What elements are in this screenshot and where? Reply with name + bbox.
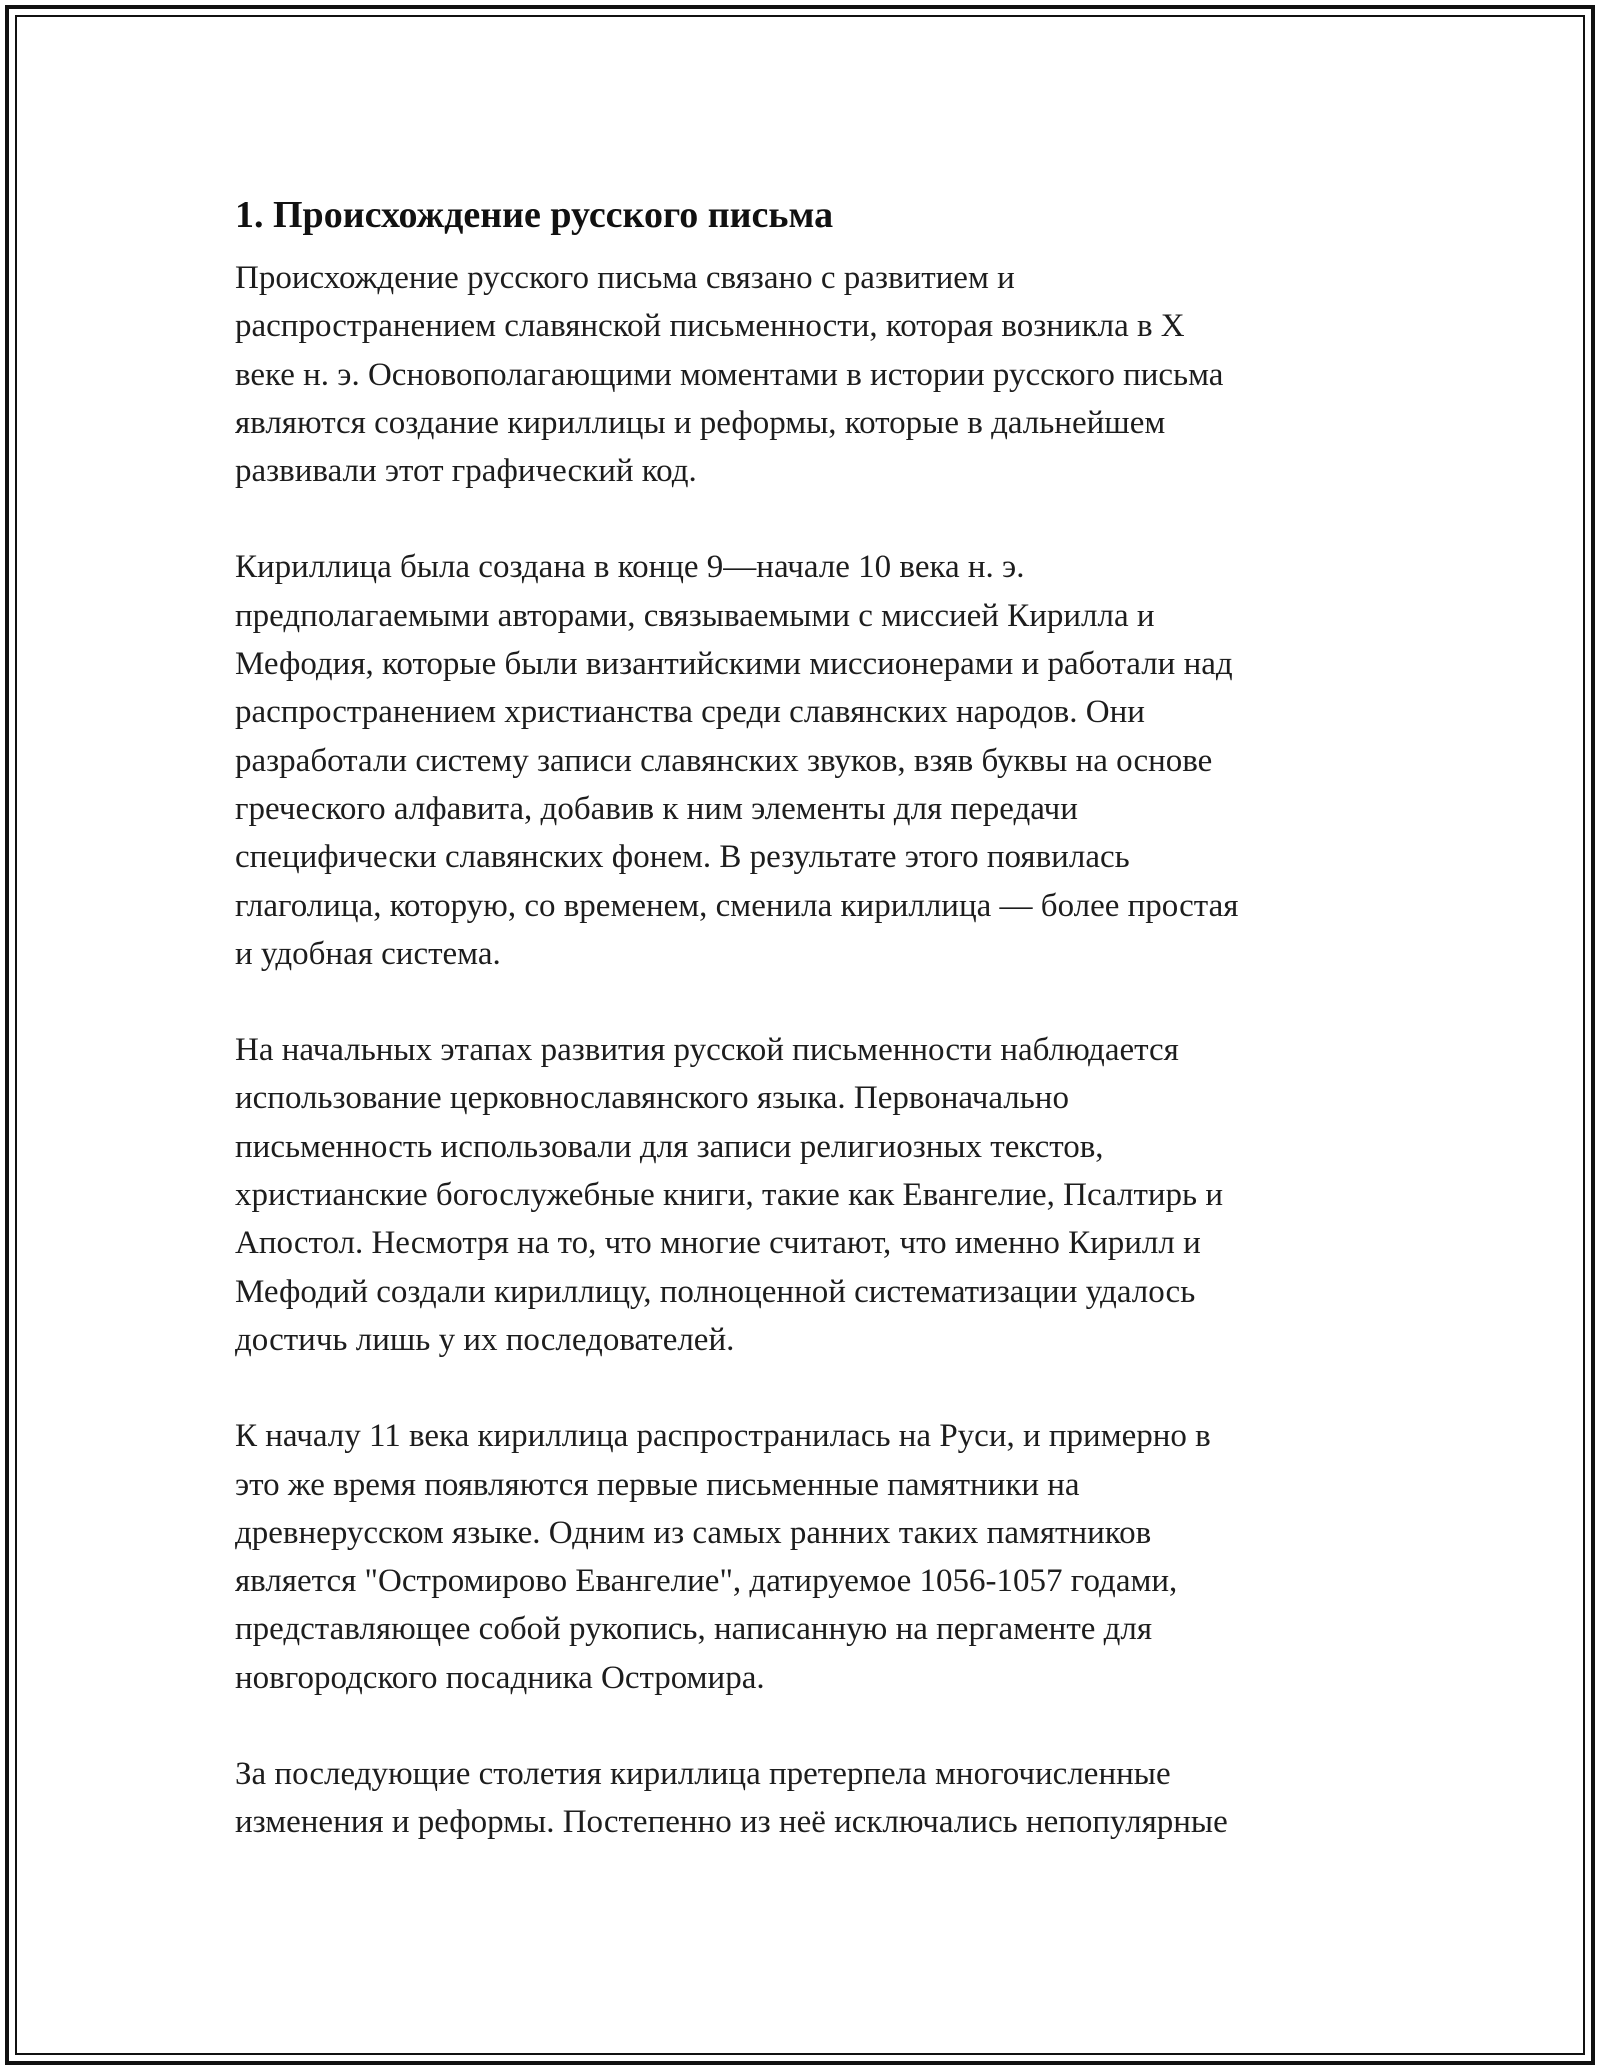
paragraph-2: Кириллица была создана в конце 9—начале 10 века н. э. предполагаемыми авторами, связываемыми с миссией Кирилла и Мефодия, которые были византийскими миссионерами и работали над распространением христианства среди славянских народов. Они разработали систему записи славянских звуков, взяв буквы на основе греческого алфавита, добавив к ним элементы для передачи специфически славянских фонем. В результате этого появилась глаголица, которую, со временем, сменила кириллица — более простая и удобная система.: [235, 549, 1239, 972]
paragraph-5: За последующие столетия кириллица претерпела многочисленные изменения и реформы. Постепенно из неё исключались непопулярные: [235, 1756, 1228, 1841]
section-heading: 1. Происхождение русского письма: [235, 194, 834, 236]
paragraph-4: К началу 11 века кириллица распространилась на Руси, и примерно в это же время появляются первые письменные памятники на древнерусском языке. Одним из самых ранних таких памятников является "Остромирово Евангелие", датируемое 1056-1057 годами, представляющее собой рукопись, написанную на пергаменте для новгородского посадника Остромира.: [235, 1418, 1211, 1696]
paragraph-1: Происхождение русского письма связано с развитием и распространением славянской письменности, которая возникла в X веке н. э. Основополагающими моментами в истории русского письма являются создание кириллицы и реформы, которые в дальнейшем развивали этот графический код.: [235, 260, 1224, 490]
document-body: [235, 180, 1370, 1895]
paragraph-3: На начальных этапах развития русской письменности наблюдается использование церковнославянского языка. Первоначально письменность использовали для записи религиозных текстов, христианские богослужебные книги, такие как Евангелие, Псалтирь и Апостол. Несмотря на то, что многие считают, что именно Кирилл и Мефодий создали кириллицу, полноценной систематизации удалось достичь лишь у их последователей.: [235, 1032, 1224, 1358]
